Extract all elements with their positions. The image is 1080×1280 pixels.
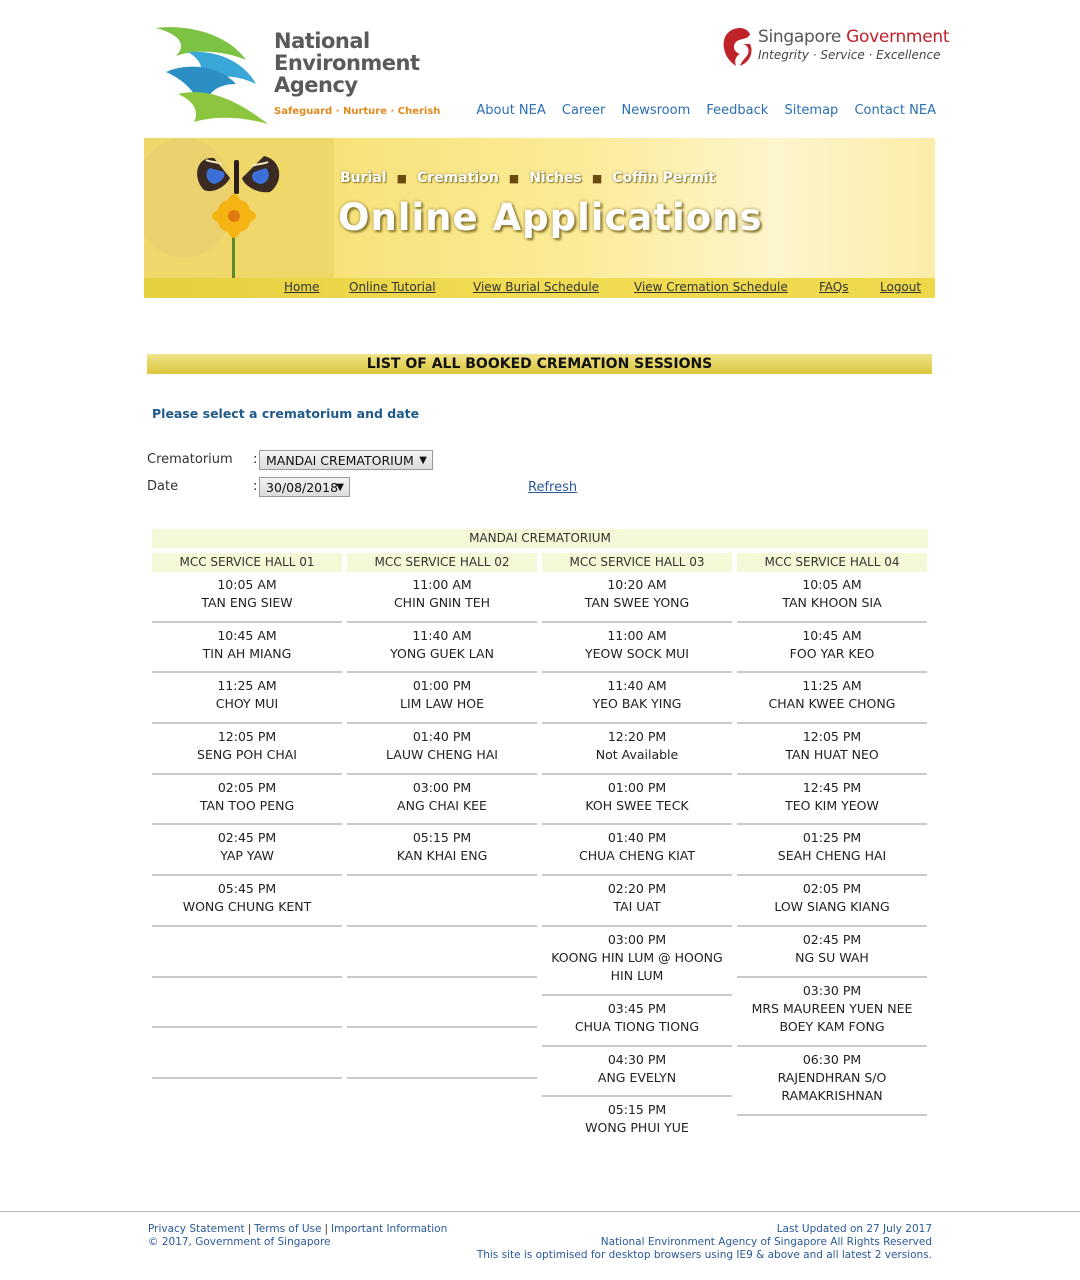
session-cell — [152, 724, 342, 775]
session-cell — [347, 724, 537, 775]
session-cell — [347, 927, 537, 978]
service-hall-column — [347, 553, 537, 1079]
session-cell — [737, 978, 927, 1047]
session-time: 01:00 PM — [607, 779, 667, 795]
session-cell — [542, 876, 732, 927]
session-cell — [347, 623, 537, 674]
session-cell — [737, 825, 927, 876]
session-time: 02:45 PM — [217, 830, 277, 846]
crematorium-select[interactable] — [259, 450, 433, 470]
link-sitemap[interactable]: Sitemap — [784, 103, 839, 118]
select-prompt: Please select a crematorium and date — [152, 406, 420, 421]
session-time: 02:20 PM — [607, 881, 667, 897]
session-cell — [737, 623, 927, 674]
session-cell — [152, 978, 342, 1029]
footer-copyright: © 2017, Government of Singapore — [148, 1236, 331, 1248]
session-deceased-name: WONG CHUNG KENT — [182, 899, 312, 915]
session-cell — [737, 775, 927, 826]
session-deceased-name: CHUA TIONG TIONG — [574, 1018, 700, 1034]
session-deceased-name: TAN HUAT NEO — [785, 747, 879, 763]
session-deceased-name: TIN AH MIANG — [202, 645, 292, 661]
session-cell — [347, 978, 537, 1029]
session-deceased-name: CHUA CHENG KIAT — [579, 848, 695, 864]
nav-faqs[interactable]: FAQs — [819, 280, 849, 294]
date-select[interactable] — [259, 477, 350, 497]
session-deceased-name: YAP YAW — [220, 848, 274, 864]
session-cell — [152, 775, 342, 826]
agency-tagline: Safeguard · Nurture · Cherish — [274, 106, 441, 117]
session-time: 12:20 PM — [607, 729, 667, 745]
session-deceased-name: KOH SWEE TECK — [585, 797, 689, 813]
service-hall-header: MCC SERVICE HALL 02 — [347, 553, 537, 572]
session-time: 02:45 PM — [802, 931, 862, 947]
session-cell — [347, 825, 537, 876]
session-cell — [542, 673, 732, 724]
session-deceased-name: KAN KHAI ENG — [396, 848, 488, 864]
nav-view-burial-schedule[interactable]: View Burial Schedule — [473, 280, 600, 294]
butterfly-flower-image — [144, 138, 334, 278]
session-cell — [737, 927, 927, 978]
service-hall-column — [542, 553, 732, 1148]
banner-categories: Burial ■ Cremation ■ Niches ■ Coffin Permit — [340, 170, 716, 186]
session-cell — [542, 1047, 732, 1098]
session-deceased-name: Not Available — [595, 747, 679, 763]
session-time: 01:40 PM — [412, 729, 472, 745]
session-cell — [737, 1047, 927, 1116]
link-contact-nea[interactable]: Contact NEA — [854, 103, 936, 118]
service-hall-column — [152, 553, 342, 1079]
session-time: 12:05 PM — [217, 729, 277, 745]
nav-online-tutorial[interactable]: Online Tutorial — [349, 280, 436, 294]
session-deceased-name: WONG PHUI YUE — [585, 1120, 689, 1136]
session-time: 11:00 AM — [607, 627, 667, 643]
session-cell — [347, 572, 537, 623]
session-deceased-name: LOW SIANG KIANG — [774, 899, 890, 915]
service-hall-column — [737, 553, 927, 1116]
session-cell — [152, 572, 342, 623]
session-time: 03:45 PM — [607, 1000, 667, 1016]
session-deceased-name: SEAH CHENG HAI — [777, 848, 887, 864]
session-time: 10:05 AM — [217, 577, 277, 592]
session-cell — [542, 1097, 732, 1148]
session-deceased-name: CHIN GNIN TEH — [393, 595, 491, 610]
date-label: Date — [147, 479, 179, 494]
crematorium-label: Crematorium — [147, 452, 233, 467]
chevron-down-icon: ▼ — [336, 482, 344, 493]
session-time: 12:45 PM — [802, 779, 862, 795]
nav-home[interactable]: Home — [284, 280, 320, 294]
session-time: 05:45 PM — [217, 881, 277, 897]
session-cell — [542, 927, 732, 996]
link-newsroom[interactable]: Newsroom — [621, 103, 691, 118]
footer-rights: National Environment Agency of Singapore All Rights Reserved — [600, 1236, 932, 1248]
service-hall-header: MCC SERVICE HALL 03 — [542, 553, 732, 572]
session-cell — [542, 825, 732, 876]
chevron-down-icon: ▼ — [419, 455, 427, 466]
session-deceased-name: LAUW CHENG HAI — [386, 747, 498, 763]
online-applications-banner — [144, 138, 935, 278]
session-deceased-name: RAJENDHRAN S/O RAMAKRISHNAN — [777, 1069, 887, 1103]
lion-head-icon — [720, 26, 754, 68]
colon: : — [253, 479, 258, 494]
link-feedback[interactable]: Feedback — [706, 103, 769, 118]
session-cell — [152, 623, 342, 674]
session-time: 10:20 AM — [607, 577, 667, 592]
session-deceased-name: MRS MAUREEN YUEN NEE BOEY KAM FONG — [751, 1000, 913, 1034]
session-cell — [347, 673, 537, 724]
footer-optimised: This site is optimised for desktop browsers using IE9 & above and all latest 2 versions. — [476, 1249, 932, 1261]
session-time: 05:15 PM — [412, 830, 472, 846]
session-deceased-name: TAN SWEE YONG — [584, 595, 690, 610]
crematorium-selected-value: MANDAI CREMATORIUM — [266, 453, 414, 468]
banner-title: Online Applications — [338, 196, 763, 239]
session-deceased-name: TEO KIM YEOW — [785, 797, 879, 813]
session-time: 04:30 PM — [607, 1051, 667, 1067]
session-deceased-name: CHOY MUI — [215, 696, 279, 712]
page-title: LIST OF ALL BOOKED CREMATION SESSIONS — [147, 354, 932, 374]
session-deceased-name: SENG POH CHAI — [197, 747, 297, 763]
session-deceased-name: NG SU WAH — [795, 949, 869, 965]
session-cell — [737, 876, 927, 927]
session-deceased-name: CHAN KWEE CHONG — [768, 696, 896, 712]
footer-last-updated: Last Updated on 27 July 2017 — [776, 1223, 932, 1235]
nea-logo[interactable] — [148, 18, 441, 128]
session-time: 05:15 PM — [607, 1102, 667, 1118]
session-time: 10:05 AM — [802, 577, 862, 592]
session-deceased-name: TAI UAT — [613, 899, 661, 915]
session-cell — [542, 623, 732, 674]
session-cell — [152, 1028, 342, 1079]
session-time: 03:00 PM — [607, 931, 667, 947]
session-time: 11:40 AM — [607, 678, 667, 694]
singapore-government-logo[interactable] — [720, 26, 950, 70]
session-deceased-name: YEO BAK YING — [592, 696, 682, 712]
session-deceased-name: YEOW SOCK MUI — [585, 645, 689, 661]
session-cell — [542, 572, 732, 623]
session-cell — [347, 775, 537, 826]
session-deceased-name: TAN TOO PENG — [199, 797, 295, 813]
session-cell — [737, 572, 927, 623]
session-time: 03:30 PM — [802, 982, 862, 998]
session-deceased-name: ANG EVELYN — [597, 1069, 677, 1085]
session-time: 06:30 PM — [802, 1051, 862, 1067]
session-time: 01:00 PM — [412, 678, 472, 694]
footer-right — [477, 1223, 932, 1262]
sg-government-name: Singapore Government — [758, 27, 950, 47]
session-deceased-name: KOONG HIN LUM @ HOONG HIN LUM — [551, 949, 723, 983]
top-links — [464, 103, 936, 118]
link-about-nea[interactable]: About NEA — [476, 103, 546, 118]
service-hall-header: MCC SERVICE HALL 04 — [737, 553, 927, 572]
footer-important-information[interactable]: Important Information — [331, 1223, 448, 1235]
session-time: 11:00 AM — [412, 577, 472, 592]
crematorium-header: MANDAI CREMATORIUM — [152, 529, 928, 548]
footer-privacy-statement[interactable]: Privacy Statement — [148, 1223, 245, 1235]
nav-view-cremation-schedule[interactable]: View Cremation Schedule — [634, 280, 788, 294]
session-deceased-name: YONG GUEK LAN — [390, 645, 494, 661]
session-time: 12:05 PM — [802, 729, 862, 745]
session-cell — [152, 927, 342, 978]
session-deceased-name: TAN KHOON SIA — [782, 595, 882, 610]
footer-left: Privacy Statement | Terms of Use | Important Information © 2017, Government of Singapore — [148, 1223, 448, 1248]
nav-logout[interactable]: Logout — [880, 280, 922, 294]
colon: : — [253, 452, 258, 467]
session-cell — [737, 724, 927, 775]
session-deceased-name: LIM LAW HOE — [400, 696, 484, 712]
session-cell — [152, 876, 342, 927]
refresh-link[interactable]: Refresh — [528, 480, 578, 495]
session-time: 11:25 AM — [217, 678, 277, 694]
session-cell — [347, 876, 537, 927]
service-hall-header: MCC SERVICE HALL 01 — [152, 553, 342, 572]
session-time: 01:25 PM — [802, 830, 862, 846]
session-deceased-name: TAN ENG SIEW — [201, 595, 293, 610]
session-cell — [152, 825, 342, 876]
session-cell — [347, 1028, 537, 1079]
footer-divider — [0, 1211, 1080, 1212]
session-deceased-name: FOO YAR KEO — [789, 645, 875, 661]
date-selected-value: 30/08/2018 — [266, 480, 339, 495]
session-time: 11:25 AM — [802, 678, 862, 694]
sg-government-tagline: Integrity · Service · Excellence — [758, 48, 941, 62]
main-nav — [144, 278, 935, 298]
session-cell — [542, 724, 732, 775]
session-time: 11:40 AM — [412, 627, 472, 643]
session-cell — [737, 673, 927, 724]
session-cell — [542, 775, 732, 826]
session-deceased-name: ANG CHAI KEE — [397, 797, 487, 813]
session-time: 10:45 AM — [802, 627, 862, 643]
nea-leaf-icon — [148, 22, 272, 126]
session-time: 02:05 PM — [217, 779, 277, 795]
session-time: 01:40 PM — [607, 830, 667, 846]
session-time: 02:05 PM — [802, 881, 862, 897]
agency-name: National Environment Agency — [274, 29, 420, 97]
session-cell — [152, 673, 342, 724]
session-time: 10:45 AM — [217, 627, 277, 643]
link-career[interactable]: Career — [561, 103, 606, 118]
session-time: 03:00 PM — [412, 779, 472, 795]
session-cell — [542, 996, 732, 1047]
footer-terms-of-use[interactable]: Terms of Use — [254, 1223, 322, 1235]
